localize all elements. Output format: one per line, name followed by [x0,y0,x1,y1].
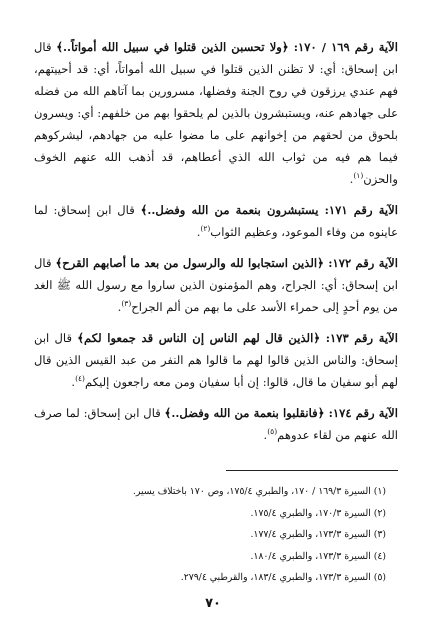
commentary-verse-173: الآية رقم ١٧٣: ﴿الذين قال لهم الناس إن الناس قد جمعوا لكم﴾ قال ابن إسحاق: والناس الذين قالوا لهم ما قالوا هم النفر من عبد القيس الذين قال لهم أبو سفيان ما قال، قالوا: إن أبا سفيان ومن معه راجعون إليكم$^{(٤)}$. [34,331,398,389]
commentary-text: قال ابن إسحاق: لما صرف الله عنهم من لقاء عدوهم [34,406,398,442]
footnote-marker[interactable]: (١) [353,171,364,181]
verse-heading: الآية رقم ١٦٩ / ١٧٠: ﴿ولا تحسبن الذين قتلوا في سبيل الله أمواتاً..﴾ [56,40,398,54]
commentary-text: قال ابن إسحاق: أي: الجراح، وهم المؤمنون الذين ساروا مع رسول الله ﷺ الغد من يوم أحدٍ إلى حمراء الأسد على ما بهم من ألم الجراح [34,256,398,314]
footnote: (٣) السيرة ١٧٣/٣، والطبري ١٧٧/٤. [250,529,386,540]
footnote: (٤) السيرة ١٧٣/٣، والطبري ١٨٠/٤. [250,550,386,562]
commentary-text: قال ابن إسحاق: لما عاينوه من وفاء الموعود، وعظيم الثواب [34,203,398,239]
footnote-marker[interactable]: (٢) [200,224,211,234]
footnote-marker[interactable]: (٣) [121,299,132,309]
page-number: ٧٠ [205,596,221,611]
commentary-verse-174: الآية رقم ١٧٤: ﴿فانقلبوا بنعمة من الله وفضل..﴾ قال ابن إسحاق: لما صرف الله عنهم من لقاء عدوهم$^{(٥)}$. [34,406,398,442]
commentary-verse-169-170: الآية رقم ١٦٩ / ١٧٠: ﴿ولا تحسبن الذين قتلوا في سبيل الله أمواتاً..﴾ قال ابن إسحاق: أي: لا تظنن الذين قتلوا في سبيل الله أمواتاً، أي: قد أحييتهم، فهم عندي يرزقون في روح الجنة وفضلها، مسرورين بما آتاهم الله من فضله على جهادهم عنه، ويستبشرون بالذين لم يلحقوا بهم من خلفهم: أي: ويسرون بلحوق من لحقهم من إخوانهم على ما مضوا عليه من جهادهم، ليشركوهم فيما هم فيه من ثواب الله الذي أعطاهم، قد أذهب الله عنهم الخوف والحزن$^{(١)}$. [34,40,398,186]
footnote-marker[interactable]: (٥) [267,427,278,437]
verse-heading: الآية رقم ١٧١: يستبشرون بنعمة من الله وفضل..﴾ [140,203,398,217]
commentary-text: قال ابن إسحاق: أي: لا تظنن الذين قتلوا في سبيل الله أمواتاً، أي: قد أحييتهم، فهم عندي يرزقون في روح الجنة وفضلها، مسرورين بما آتاهم الله من فضله على جهادهم عنه، ويستبشرون بالذين لم يلحقوا بهم من خلفهم: أي: ويسرون بلحوق من لحقهم من إخوانهم على ما مضوا عليه من جهادهم، ليشركوهم فيما هم فيه من ثواب الله الذي أعطاهم، قد أذهب الله عنهم الخوف والحزن [34,40,398,186]
page-body [34,36,398,589]
footnote: (١) السيرة ١٦٩/٣ / ١٧٠، والطبري ١٧٥/٤، وص ١٧٠ باختلاف يسير. [132,486,386,497]
verse-heading: الآية رقم ١٧٣: ﴿الذين قال لهم الناس إن الناس قد جمعوا لكم﴾ [77,331,398,345]
verse-heading: الآية رقم ١٧٤: ﴿فانقلبوا بنعمة من الله وفضل..﴾ [164,406,398,420]
footnote: (٥) السيرة ١٧٣/٣، والطبري ١٨٣/٤، والقرطبي ٢٧٩/٤. [180,572,386,583]
commentary-verse-172: الآية رقم ١٧٢: ﴿الذين استجابوا لله والرسول من بعد ما أصابهم القرح﴾ قال ابن إسحاق: أي: الجراح، وهم المؤمنون الذين ساروا مع رسول الله ﷺ الغد من يوم أحدٍ إلى حمراء الأسد على ما بهم من ألم الجراح$^{(٣)}$. [34,256,398,314]
commentary-verse-171: الآية رقم ١٧١: يستبشرون بنعمة من الله وفضل..﴾ قال ابن إسحاق: لما عاينوه من وفاء الموعود، وعظيم الثواب$^{(٢)}$. [34,203,398,239]
footnotes-list [34,481,398,589]
commentary-text: قال ابن إسحاق: والناس الذين قالوا لهم ما قالوا هم النفر من عبد القيس الذين قال لهم أبو سفيان ما قال، قالوا: إن أبا سفيان ومن معه راجعون إليكم [34,331,398,389]
verse-heading: الآية رقم ١٧٢: ﴿الذين استجابوا لله والرسول من بعد ما أصابهم القرح﴾ [55,256,398,270]
footnote: (٢) السيرة ١٧٠/٣، والطبري ١٧٥/٤. [250,507,386,519]
footnote-separator [226,470,398,471]
footnote-marker[interactable]: (٤) [75,374,85,384]
